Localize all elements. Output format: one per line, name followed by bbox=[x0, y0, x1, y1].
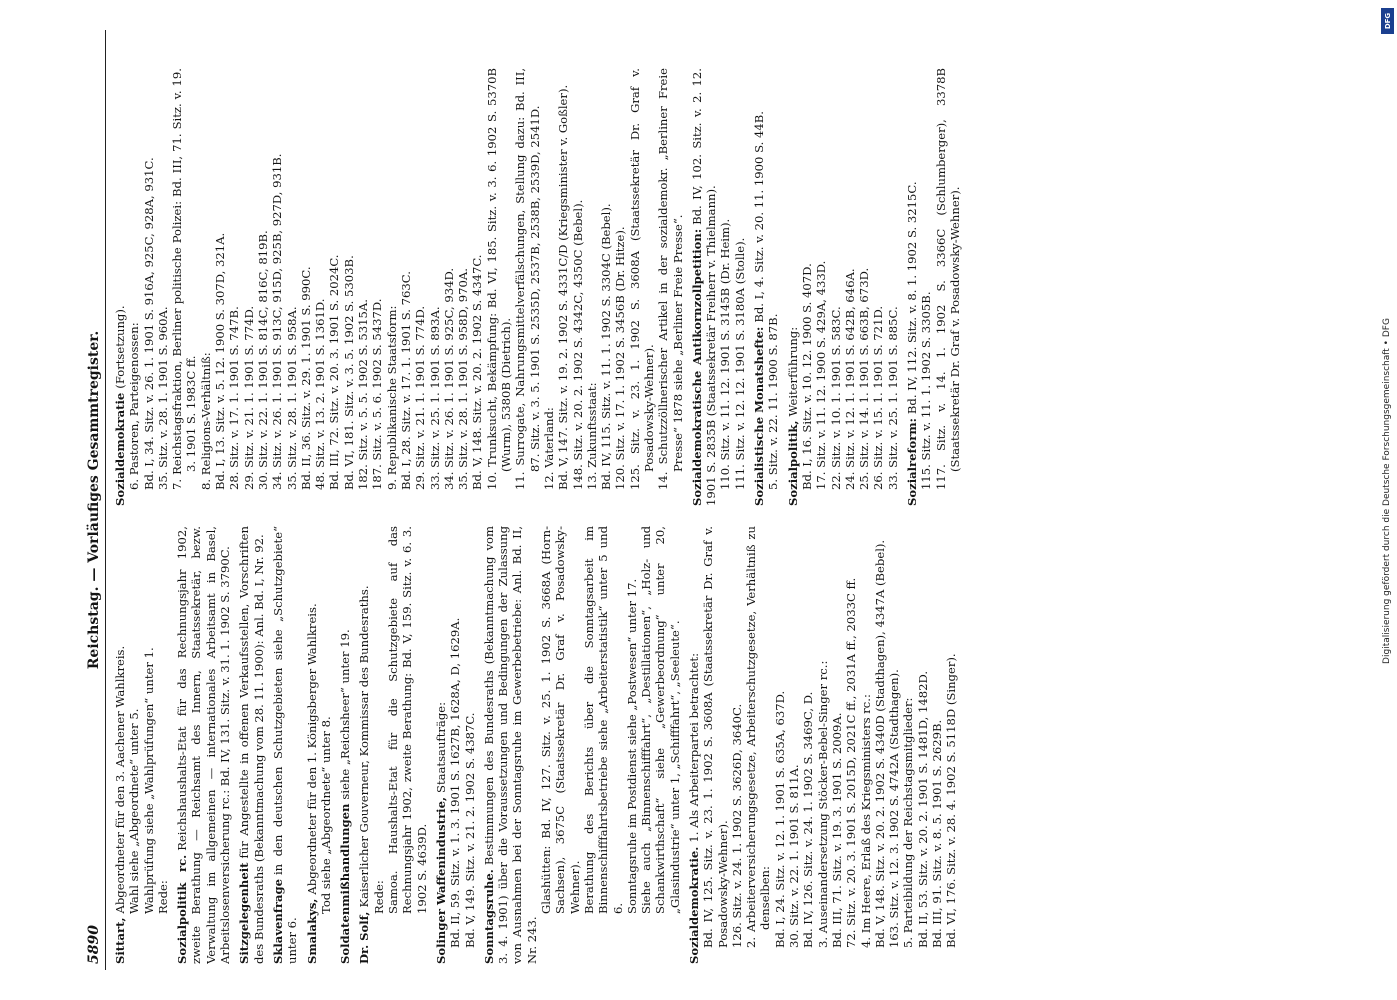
entry-line: Bd. IV, 126. Sitz. v. 24. 1. 1902 S. 3469C, D. bbox=[800, 691, 815, 948]
entry-line: 1. Als Arbeiterpartei betrachtet: bbox=[686, 653, 701, 843]
entry-line: 22. Sitz. v. 10. 1. 1901 S. 583C. bbox=[828, 306, 843, 490]
entry-line: 30. Sitz. v. 22. 1. 1901 S. 811A. bbox=[786, 764, 801, 948]
entry-line: Bd. I, 34. Sitz. v. 26. 1. 1901 S. 916A, 925C, 928A, 931C. bbox=[141, 157, 156, 490]
entry-line: 120. Sitz. v. 17. 1. 1902 S. 3456B (Dr. Hitze). bbox=[612, 226, 627, 490]
entry-line: Bd. III, 91. Sitz. v. 8. 5. 1901 S. 2629B. bbox=[929, 719, 944, 948]
entry-line: 148. Sitz. v. 20. 2. 1902 S. 4342C, 4350C (Bebel). bbox=[570, 199, 584, 490]
running-head bbox=[87, 30, 106, 970]
index-entry bbox=[905, 68, 962, 506]
entry-keyword: Dr. Solf, bbox=[356, 911, 371, 964]
entry-line: 34. Sitz. v. 26. 1. 1901 S. 925C, 934D. bbox=[441, 267, 456, 490]
entry-keyword: Sozialreform: bbox=[904, 418, 919, 506]
entry-line: 25. Sitz. v. 14. 1. 1901 S. 663B, 673D. bbox=[856, 267, 871, 490]
index-entry bbox=[113, 68, 685, 506]
entry-keyword: Soldatenmißhandlungen bbox=[337, 803, 352, 964]
entry-line: 115. Sitz. v. 11. 1. 1902 S. 3305B. bbox=[918, 291, 933, 490]
left-column bbox=[113, 526, 1199, 964]
dfg-logo-text: DFG bbox=[1383, 12, 1392, 30]
entry-line: (Fortsetzung). bbox=[112, 305, 127, 389]
entry-keyword: Solinger Waffenindustrie, bbox=[433, 797, 448, 964]
entry-line: 30. Sitz. v. 22. 1. 1901 S. 814C, 816C, 819B. bbox=[255, 230, 270, 490]
page-number: 5890 bbox=[85, 925, 102, 964]
entry-line: 33. Sitz. v. 25. 1. 1901 S. 893A. bbox=[427, 306, 442, 490]
index-entry bbox=[270, 526, 299, 964]
entry-line: 126. Sitz. v. 24. 1. 1902 S. 3626D, 3640C. bbox=[729, 703, 744, 948]
entry-line: Glashütten: Bd. IV, 127. Sitz. v. 25. 1. 1902 S. 3668A (Horn-Sachsen), 3675C (Staatssekretär Dr. Graf v. Posadowsky-Wehner). bbox=[538, 526, 582, 914]
entry-line: Bd. III, 71. Sitz. v. 19. 3. 1901 S. 2009A. bbox=[829, 712, 844, 948]
entry-line: Abgeordneter für den 3. Aachener Wahlkreis. bbox=[112, 645, 127, 914]
entry-line: Bd. III, 72. Sitz. v. 20. 3. 1901 S. 2024C. bbox=[326, 254, 341, 490]
entry-line: 33. Sitz. v. 25. 1. 1901 S. 885C. bbox=[885, 306, 900, 490]
right-column bbox=[113, 68, 1199, 506]
entry-keyword: Smalakys, bbox=[304, 898, 319, 964]
entry-line: 35. Sitz. v. 28. 1. 1901 S. 960A. bbox=[155, 306, 170, 490]
entry-line: Abgeordneter für den 1. Königsberger Wahlkreis. bbox=[304, 603, 319, 895]
entry-line: 35. Sitz. v. 28. 1. 1901 S. 958A. bbox=[284, 306, 299, 490]
entry-line: Samoa. Haushalts-Etat für die Schutzgebiete auf das Rechnungsjahr 1902, zweite Berathung: Bd. V, 159. Sitz. v. 6. 3. 1902 S. 4639D. bbox=[385, 526, 429, 914]
index-entry bbox=[357, 526, 428, 964]
entry-line: Staatsaufträge: bbox=[433, 701, 448, 793]
entry-line: 11. Surrogate, Nahrungsmittelverfälschungen, Stellung dazu: Bd. III, 87. Sitz. v. 3. 5. 1901 S. 2535D, 2537B, 2538B, 2539D, 2541D. bbox=[512, 68, 542, 490]
index-entry bbox=[752, 68, 781, 506]
entry-line: 10. Trunksucht, Bekämpfung: Bd. VI, 185. Sitz. v. 3. 6. 1902 S. 5370B (Wurm), 5380B (Dietrich). bbox=[484, 68, 513, 490]
entry-line: Bd. I, 16. Sitz. v. 10. 12. 1900 S. 407D. bbox=[799, 263, 814, 490]
entry-line: 17. Sitz. v. 11. 12. 1900 S. 429A, 433D. bbox=[813, 260, 828, 490]
index-entry bbox=[237, 526, 266, 964]
entry-line: 72. Sitz. v. 20. 3. 1901 S. 2015D, 2021C ff., 2031A ff., 2033C ff. bbox=[843, 577, 858, 948]
entry-line: Bd. VI, 181. Sitz. v. 3. 5. 1902 S. 5303B. bbox=[341, 255, 356, 490]
index-entry bbox=[113, 526, 170, 964]
entry-keyword: Sozialpolitik rc. bbox=[174, 854, 189, 964]
entry-line: 35. Sitz. v. 28. 1. 1901 S. 958D, 970A. bbox=[455, 268, 470, 490]
entry-line: Bd. IV, 125. Sitz. v. 23. 1. 1902 S. 3608A (Staatssekretär Dr. Graf v. Posadowsky-Wehner). bbox=[700, 526, 730, 948]
entry-keyword: Sozialdemokratische Antikornzollpetition: bbox=[689, 228, 704, 506]
entry-keyword: Sittart, bbox=[112, 917, 127, 964]
entry-line: Siehe auch „Binnenschifffahrt“, „Destillationen“, „Holz- und Schankwirthschaft“ siehe „Gewerbeordnung“ unter 20, „Glasindustrie“ unter 1, „Schifffahrt“, „Seeleute“. bbox=[638, 526, 682, 914]
entry-line: Bd. II, 59. Sitz. v. 1. 3. 1901 S. 1627B, 1628A, D, 1629A. bbox=[447, 617, 462, 948]
entry-line: Wahlprüfung siehe „Wahlprüfungen“ unter 1. bbox=[141, 647, 156, 914]
entry-line: Wahl siehe „Abgeordnete“ unter 5. bbox=[126, 708, 141, 914]
entry-line: Bd. V, 148. Sitz. v. 20. 2. 1902 S. 4340D (Stadthagen), 4347A (Bebel). bbox=[872, 539, 887, 948]
entry-line: Bd. V, 149. Sitz. v. 21. 2. 1902 S. 4387C. bbox=[462, 712, 477, 948]
entry-line: 5. Parteibildung der Reichstagsmitglieder: bbox=[900, 697, 915, 948]
index-entry bbox=[304, 526, 333, 964]
entry-keyword: Sozialdemokratie bbox=[112, 392, 127, 506]
entry-line: Bd. I, 24. Sitz. v. 12. 1. 1901 S. 635A, 637D. bbox=[772, 690, 787, 948]
entry-keyword: Sonntagsruhe. bbox=[481, 869, 496, 964]
index-entry bbox=[433, 526, 476, 964]
entry-line: 8. Religions-Verhältniß: bbox=[198, 352, 213, 490]
entry-line: Bd. I, 28. Sitz. v. 17. 1. 1901 S. 763C. bbox=[398, 271, 413, 490]
entry-line: für Angestellte in offenen Verkaufsstellen, Vorschriften des Bundesraths (Bekanntmachung vom 28. 11. 1900): Anl. Bd. I, Nr. 92. bbox=[236, 526, 266, 964]
entry-line: 13. Zukunftsstaat: bbox=[584, 382, 599, 490]
index-entry bbox=[785, 68, 899, 506]
entry-keyword: Sozialpolitik, bbox=[785, 420, 800, 506]
entry-line: Bd. IV, 112. Sitz. v. 8. 1. 1902 S. 3215C. bbox=[904, 181, 919, 415]
entry-line: 9. Republikanische Staatsform: bbox=[384, 305, 399, 490]
entry-line: Bd. II, 53. Sitz. v. 20. 2. 1901 S. 1481D, 1482D. bbox=[915, 670, 930, 948]
entry-line: 125. Sitz. v. 23. 1. 1902 S. 3608A (Staatssekretär Dr. Graf v. Posadowsky-Wehner). bbox=[627, 68, 656, 490]
entry-line: Rede: bbox=[155, 880, 170, 914]
page-title: Reichstag. — Vorläufiges Gesammtregister. bbox=[85, 330, 102, 670]
entry-line: Bd. IV, 115. Sitz. v. 11. 1. 1902 S. 3304C (Bebel). bbox=[598, 203, 613, 490]
entry-line: 6. Pastoren, Parteigenossen: bbox=[126, 322, 141, 490]
entry-line: 2. Arbeiterversicherungsgesetze, Arbeiterschutzgesetze, Verhältniß zu denselben: bbox=[743, 526, 772, 948]
index-entry bbox=[175, 526, 232, 964]
entry-line: Berathung des Berichts über die Sonntagsarbeit im Binnenschifffahrtsbetriebe siehe „Arbeiterstatistik“ unter 5 und 6. bbox=[581, 526, 624, 914]
entry-line: in den deutschen Schutzgebieten siehe „Schutzgebiete“ unter 6. bbox=[270, 526, 299, 964]
entry-line: Bd. I, 13. Sitz. v. 5. 12. 1900 S. 307D, 321A. bbox=[212, 232, 227, 490]
entry-line: Bestimmungen des Bundesraths (Bekanntmachung vom 3. 4. 1901) über die Voraussetzungen und Bedingungen der Zulassung von Ausnahmen bei der Sonntagsruhe im Gewerbebetriebe: Anl. Bd. II, Nr. 243. bbox=[481, 526, 539, 964]
entry-line: Bd. VI, 176. Sitz. v. 28. 4. 1902 S. 5118D (Singer). bbox=[943, 653, 958, 948]
entry-line: 29. Sitz. v. 21. 1. 1901 S. 774D. bbox=[241, 305, 256, 490]
entry-line: Kaiserlicher Gouverneur, Kommissar des Bundesraths. bbox=[356, 585, 371, 908]
entry-line: Bd. II, 36. Sitz. v. 29. 1. 1901 S. 990C. bbox=[298, 266, 313, 490]
entry-line: 12. Vaterland: bbox=[541, 407, 556, 490]
entry-keyword: Sitzgelegenheit bbox=[236, 862, 251, 964]
entry-keyword: Sozialdemokratie. bbox=[686, 846, 701, 964]
entry-line: Tod siehe „Abgeordnete“ unter 8. bbox=[318, 716, 333, 914]
index-entry bbox=[481, 526, 681, 964]
entry-line: Weiterführung: bbox=[785, 326, 800, 417]
entry-line: 26. Sitz. v. 15. 1. 1901 S. 721D. bbox=[870, 305, 885, 490]
digitization-credit bbox=[1381, 12, 1393, 972]
entry-line: 14. Schutzzöllnerischer Artikel in der sozialdemokr. „Berliner Freie Presse“ 1878 siehe „Berliner Freie Presse“. bbox=[655, 68, 685, 490]
entry-line: 187. Sitz. v. 5. 6. 1902 S. 5437D. bbox=[369, 298, 384, 490]
entry-line: 7. Reichstagsfraktion, Berliner politische Polizei: Bd. III, 71. Sitz. v. 19. 3. 1901 S. 1983C ff. bbox=[169, 68, 198, 490]
entry-line: 111. Sitz. v. 12. 12. 1901 S. 3180A (Stolle). bbox=[732, 237, 747, 490]
entry-line: 117. Sitz. v. 14. 1. 1902 S. 3366C (Schlumberger), 3378B (Staatssekretär Dr. Graf v. Posadowsky-Wehner). bbox=[933, 68, 962, 490]
entry-line: Bd. I, 4. Sitz. v. 20. 11. 1900 S. 44B. bbox=[751, 111, 766, 323]
entry-line: Bd. V, 147. Sitz. v. 19. 2. 1902 S. 4331C/D (Kriegsminister v. Goßler). bbox=[555, 84, 570, 490]
entry-line: 24. Sitz. v. 12. 1. 1901 S. 642B, 646A. bbox=[842, 268, 857, 490]
entry-line: 48. Sitz. v. 13. 2. 1901 S. 1361D. bbox=[312, 298, 327, 490]
entry-line: 110. Sitz. v. 11. 12. 1901 S. 3145B (Dr. Heim). bbox=[717, 218, 732, 490]
entry-line: Bd. V, 148. Sitz. v. 20. 2. 1902 S. 4347C. bbox=[469, 254, 484, 490]
dfg-logo bbox=[1381, 8, 1394, 34]
entry-line: siehe „Reichsheer“ unter 19. bbox=[337, 629, 352, 800]
index-entry bbox=[689, 68, 746, 506]
entry-line: Bd. IV, 102. Sitz. v. 2. 12. 1901 S. 2835B (Staatssekretär Freiherr v. Thielmann). bbox=[689, 68, 718, 506]
entry-line: 3. Auseinandersetzung Stöcker-Bebel-Singer rc.: bbox=[815, 660, 830, 948]
entry-line: Rede: bbox=[371, 880, 386, 914]
entry-keyword: Sklavenfrage bbox=[270, 879, 285, 964]
entry-line: Sonntagsruhe im Postdienst siehe „Postwesen“ unter 17. bbox=[624, 578, 639, 914]
entry-line: 163. Sitz. v. 12. 3. 1902 S. 4742A (Stadthagen). bbox=[886, 669, 901, 948]
entry-line: 28. Sitz. v. 17. 1. 1901 S. 747B. bbox=[226, 306, 241, 490]
entry-keyword: Sozialistische Monatshefte: bbox=[751, 326, 766, 506]
entry-line: 4. Im Heere, Erlaß des Kriegsministers rc.: bbox=[858, 694, 873, 948]
rotated-page bbox=[49, 30, 1349, 970]
index-entry bbox=[338, 526, 352, 964]
index-entry bbox=[686, 526, 958, 964]
entry-line: 182. Sitz. v. 5. 5. 1902 S. 5315A. bbox=[355, 299, 370, 490]
entry-line: 34. Sitz. v. 26. 1. 1901 S. 913C, 915D, 925B, 927D, 931B. bbox=[269, 153, 284, 490]
credit-text: Digitalisierung gefördert durch die Deutsche Forschungsgemeinschaft • DFG bbox=[1382, 318, 1392, 664]
entry-line: 5. Sitz. v. 22. 11. 1900 S. 87B. bbox=[765, 313, 780, 490]
entry-line: 29. Sitz. v. 21. 1. 1901 S. 774D. bbox=[412, 305, 427, 490]
entry-line: Reichshaushalts-Etat für das Rechnungsjahr 1902, zweite Berathung — Reichsamt des Innern, Staatssekretär, bezw. Verwaltung im allgemeinen — internationales Arbeitsamt in Basel, Arbeitslosenversicherung rc.: Bd. IV, 131. Sitz. v. 31. 1. 1902 S. 3790C. bbox=[174, 526, 232, 964]
